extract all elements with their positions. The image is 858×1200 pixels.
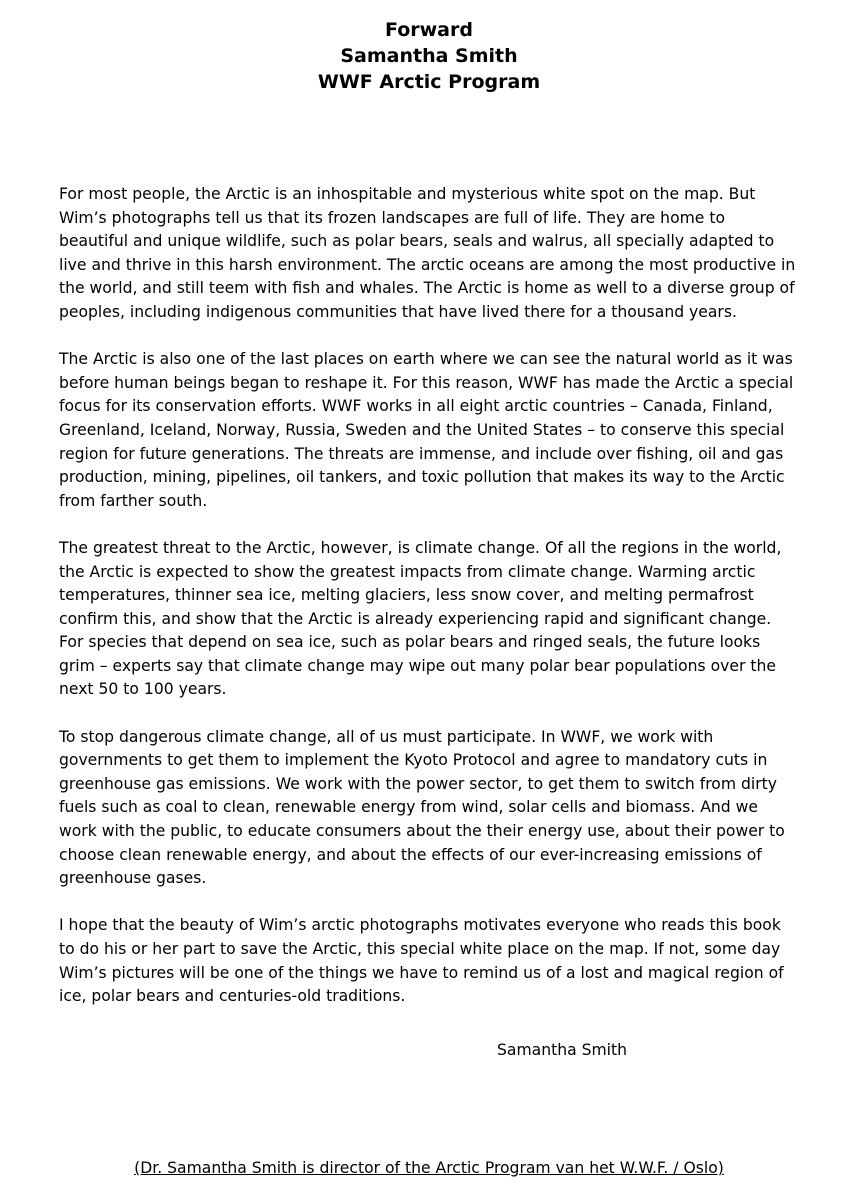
document-body xyxy=(59,183,799,1032)
paragraph-4: To stop dangerous climate change, all of us must participate. In WWF, we work with governments to get them to implement the Kyoto Protocol and agree to mandatory cuts in greenhouse gas emissions. We work with the power sector, to get them to switch from dirty fuels such as coal to clean, renewable energy from wind, solar cells and biomass. And we work with the public, to educate consumers about the their energy use, about their power to choose clean renewable energy, and about the effects of our ever-increasing emissions of greenhouse gases. xyxy=(59,727,785,888)
heading-author: Samantha Smith xyxy=(340,45,518,67)
heading-organization: WWF Arctic Program xyxy=(317,71,541,93)
heading-title: Forward xyxy=(385,19,473,41)
signature: Samantha Smith xyxy=(497,1041,628,1059)
footnote: (Dr. Samantha Smith is director of the Arctic Program van het W.W.F. / Oslo) xyxy=(134,1159,724,1177)
paragraph-2: The Arctic is also one of the last places on earth where we can see the natural world as it was before human beings began to reshape it. For this reason, WWF has made the Arctic a special focus for its conservation efforts. WWF works in all eight arctic countries – Canada, Finland, Greenland, Iceland, Norway, Russia, Sweden and the United States – to conserve this special region for future generations. The threats are immense, and include over fishing, oil and gas production, mining, pipelines, oil tankers, and toxic pollution that makes its way to the Arctic from farther south. xyxy=(59,350,794,510)
paragraph-5: I hope that the beauty of Wim’s arctic photographs motivates everyone who reads this book to do his or her part to save the Arctic, this special white place on the map. If not, some day Wim’s pictures will be one of the things we have to remind us of a lost and magical region of ice, polar bears and centuries-old traditions. xyxy=(59,916,784,1006)
paragraph-1: For most people, the Arctic is an inhospitable and mysterious white spot on the map. But Wim’s photographs tell us that its frozen landscapes are full of life. They are home to beautiful and unique wildlife, such as polar bears, seals and walrus, all specially adapted to live and thrive in this harsh environment. The arctic oceans are among the most productive in the world, and still teem with fish and whales. The Arctic is home as well to a diverse group of peoples, including indigenous communities that have lived there for a thousand years. xyxy=(59,185,796,321)
document-heading xyxy=(0,17,858,95)
paragraph-3: The greatest threat to the Arctic, however, is climate change. Of all the regions in the world, the Arctic is expected to show the greatest impacts from climate change. Warming arctic temperatures, thinner sea ice, melting glaciers, less snow cover, and melting permafrost confirm this, and show that the Arctic is already experiencing rapid and significant change. For species that depend on sea ice, such as polar bears and ringed seals, the future looks grim – experts say that climate change may wipe out many polar bear populations over the next 50 to 100 years. xyxy=(59,538,782,699)
